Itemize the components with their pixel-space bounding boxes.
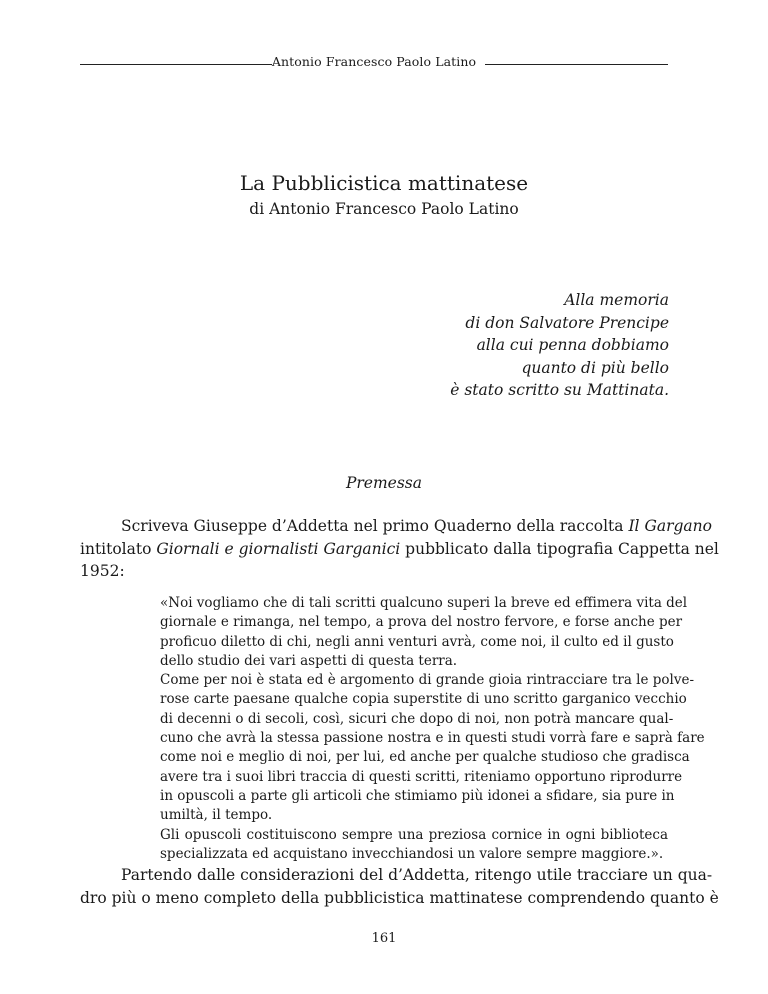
running-header — [80, 50, 668, 74]
quote-line: rose carte paesane qualche copia superstite di uno scritto garganico vecchio — [160, 691, 687, 708]
running-title: Antonio Francesco Paolo Latino — [271, 54, 477, 69]
quote-line: proficuo diletto di chi, negli anni venturi avrà, come noi, il culto ed il gusto — [160, 633, 674, 650]
quote-line: come noi e meglio di noi, per lui, ed anche per qualche studioso che gradisca — [160, 749, 690, 766]
quote-line: in opuscoli a parte gli articoli che stimiamo più idonei a sfidare, sia pure in — [160, 787, 675, 804]
article-byline: di Antonio Francesco Paolo Latino — [249, 200, 519, 218]
page-number: 161 — [371, 931, 397, 946]
block-quote — [160, 594, 705, 864]
dedication-line: è stato scritto su Mattinata. — [450, 381, 669, 399]
quote-line: Come per noi è stata ed è argomento di grande gioia rintracciare tra le polve- — [160, 672, 695, 689]
section-heading: Premessa — [345, 474, 423, 492]
paragraph-line — [80, 515, 712, 538]
body-paragraph — [80, 864, 719, 909]
paragraph-line — [80, 538, 719, 561]
text-run: Scriveva Giuseppe d’Addetta nel primo Quaderno della raccolta — [121, 517, 629, 535]
dedication-line: alla cui penna dobbiamo — [476, 336, 669, 354]
header-rule-right — [485, 64, 668, 65]
text-run: intitolato — [80, 539, 157, 558]
text-run: pubblicato dalla tipografia Cappetta nel — [400, 539, 719, 558]
book-title: Il Gargano — [628, 517, 712, 535]
quote-line: specializzata ed acquistano invecchiandosi un valore sempre maggiore.». — [160, 845, 664, 862]
quote-line: di decenni o di secoli, così, sicuri che dopo di noi, non potrà mancare qual- — [160, 710, 674, 727]
dedication-line: quanto di più bello — [521, 358, 669, 377]
quote-line: giornale e rimanga, nel tempo, a prova del nostro fervore, e forse anche per — [160, 614, 683, 631]
dedication-line: Alla memoria — [564, 291, 669, 309]
intro-paragraph — [80, 515, 719, 583]
quote-line: cuno che avrà la stessa passione nostra e in questi studi vorrà fare e saprà fare — [160, 730, 705, 747]
book-title: Giornali e giornalisti Garganici — [156, 539, 401, 558]
quote-line: dello studio dei vari aspetti di questa terra. — [160, 652, 458, 669]
paragraph-line: 1952: — [80, 562, 125, 580]
dedication — [450, 289, 669, 402]
paragraph-line: dro più o meno completo della pubblicistica mattinatese comprendendo quanto è — [80, 888, 719, 907]
article-title: La Pubblicistica mattinatese — [239, 171, 529, 195]
quote-line: Gli opuscoli costituiscono sempre una preziosa cornice in ogni biblioteca — [160, 826, 668, 843]
quote-line: umiltà, il tempo. — [160, 807, 273, 824]
dedication-line: di don Salvatore Prencipe — [465, 313, 669, 332]
paragraph-line: Partendo dalle considerazioni del d’Addetta, ritengo utile tracciare un qua- — [121, 866, 713, 884]
quote-line: avere tra i suoi libri traccia di questi scritti, riteniamo opportuno riprodurre — [160, 768, 683, 785]
quote-line: «Noi vogliamo che di tali scritti qualcuno superi la breve ed effimera vita del — [160, 595, 688, 611]
